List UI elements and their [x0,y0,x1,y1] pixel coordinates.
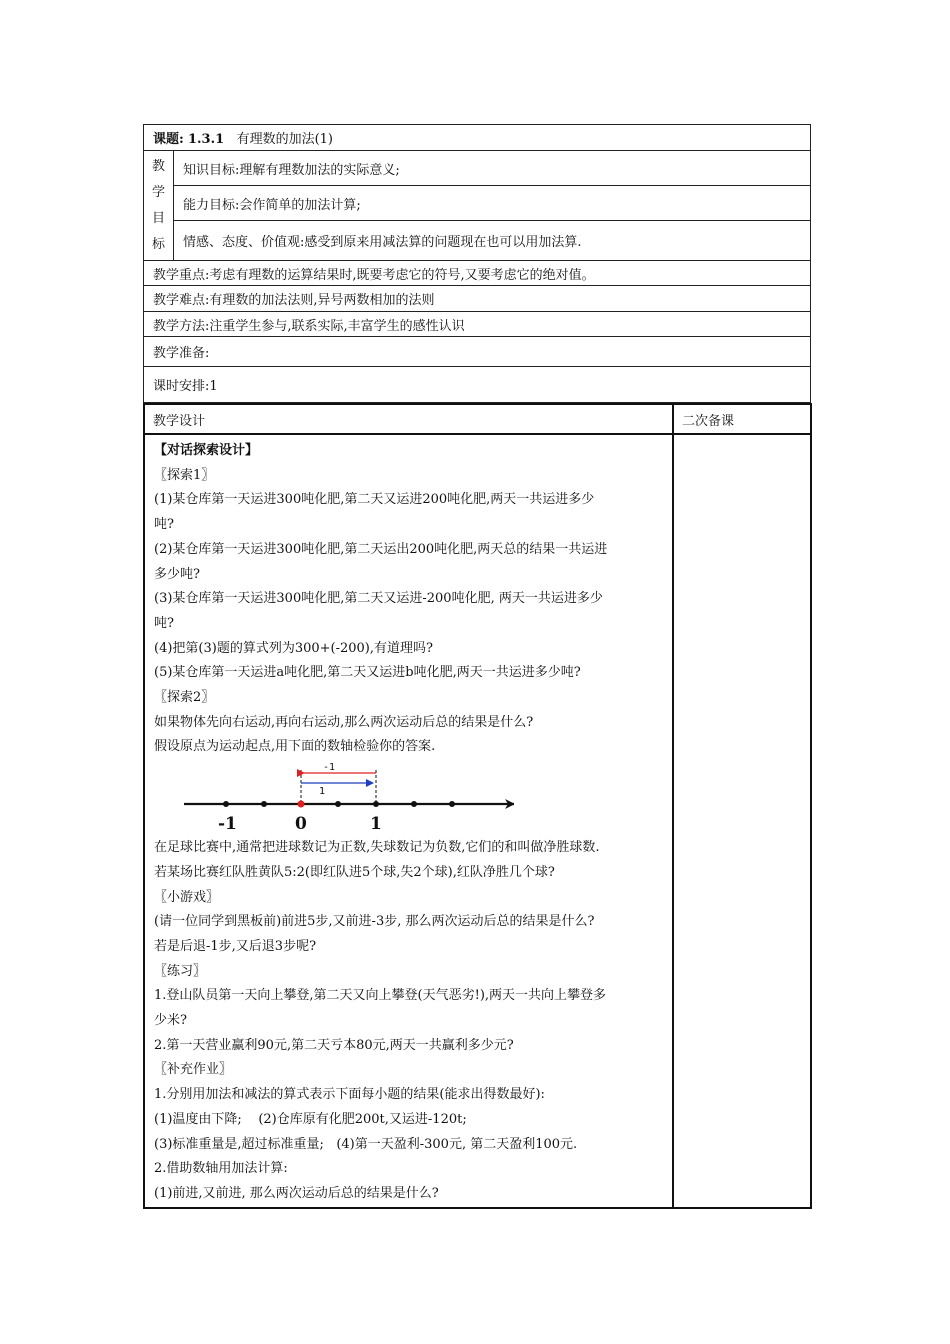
text-line: 1.登山队员第一天向上攀登,第二天又向上攀登(天气恶劣!),两天一共向上攀登多 [154,988,607,1004]
blue-arrow-label: 1 [319,786,326,798]
text-line: 〖补充作业〗 [154,1062,233,1078]
tick-label: -1 [218,814,237,835]
design-content [144,434,673,1208]
revision-content [673,434,811,1208]
title-label: 课题: [153,132,184,147]
key-point: 教学重点:考虑有理数的运算结果时,既要考虑它的符号,又要考虑它的绝对值。 [144,261,811,286]
tick-label: 0 [295,814,307,835]
design-header: 教学设计 [144,404,673,434]
axis-point [223,801,229,807]
text-line: (1)温度由下降; (2)仓库原有化肥200t,又运进-120t; [154,1111,467,1127]
objectives-label: 教 学 目 标 [144,151,174,261]
text-line: 吨? [154,517,174,533]
text-line: 〖练习〗 [154,963,207,979]
design-table [143,403,812,1209]
text-line: (3)标准重量是,超过标准重量; (4)第一天盈利-300元, 第二天盈利100元. [154,1136,578,1152]
lesson-plan-sheet [143,124,810,1209]
text-line: (4)把第(3)题的算式列为300+(-200),有道理吗? [154,640,433,656]
text-line: 少米? [154,1013,187,1029]
origin-point [298,801,305,808]
text-line: 如果物体先向右运动,再向右运动,那么两次运动后总的结果是什么? [154,714,534,730]
class-schedule: 课时安排:1 [144,367,811,403]
objective-knowledge: 知识目标:理解有理数加法的实际意义; [174,151,811,186]
number-line-diagram [174,762,514,834]
axis-point [335,801,341,807]
title-number: 1.3.1 [187,132,225,147]
text-line: 〖探索2〗 [154,690,215,706]
text-line: 在足球比赛中,通常把进球数记为正数,失球数记为负数,它们的和叫做净胜球数. [154,840,600,856]
red-arrow-label: -1 [323,762,336,774]
text-line: 假设原点为运动起点,用下面的数轴检验你的答案. [154,739,436,755]
revision-header: 二次备课 [673,404,811,434]
teaching-method: 教学方法:注重学生参与,联系实际,丰富学生的感性认识 [144,312,811,337]
axis-point [449,801,455,807]
text-line: (1)前进,又前进, 那么两次运动后总的结果是什么? [154,1185,439,1201]
tick-label: 1 [370,814,382,835]
text-line: (5)某仓库第一天运进a吨化肥,第二天又运进b吨化肥,两天一共运进多少吨? [154,665,581,681]
text-line: 2.借助数轴用加法计算: [154,1161,288,1177]
text-line: 2.第一天营业赢利90元,第二天亏本80元,两天一共赢利多少元? [154,1037,514,1053]
text-line: 若是后退-1步,又后退3步呢? [154,938,317,954]
teaching-preparation: 教学准备: [144,337,811,367]
text-line: (请一位同学到黑板前)前进5步,又前进-3步, 那么两次运动后总的结果是什么? [154,914,595,930]
text-line: 【对话探索设计】 [154,443,259,458]
text-line: 1.分别用加法和减法的算式表示下面每小题的结果(能求出得数最好): [154,1087,545,1103]
text-line: 多少吨? [154,566,200,582]
axis-point [373,801,379,807]
axis-point [261,801,267,807]
text-line: (1)某仓库第一天运进300吨化肥,第二天又运进200吨化肥,两天一共运进多少 [154,492,595,508]
axis-point [411,801,417,807]
text-line: (3)某仓库第一天运进300吨化肥,第二天又运进-200吨化肥, 两天一共运进多少 [154,591,603,607]
title-text: 有理数的加法(1) [236,132,333,147]
text-line: 〖小游戏〗 [154,889,220,905]
text-line: 若某场比赛红队胜黄队5:2(即红队进5个球,失2个球),红队净胜几个球? [154,864,555,880]
text-line: 〖探索1〗 [154,467,215,483]
lesson-title [144,125,811,151]
text-line: (2)某仓库第一天运进300吨化肥,第二天运出200吨化肥,两天总的结果一共运进 [154,541,608,557]
text-line: 吨? [154,615,174,631]
difficulty: 教学难点:有理数的加法法则,异号两数相加的法则 [144,286,811,312]
objective-emotion: 情感、态度、价值观:感受到原来用减法算的问题现在也可以用加法算. [174,221,811,261]
lesson-info-table [143,124,811,403]
objective-ability: 能力目标:会作简单的加法计算; [174,186,811,221]
